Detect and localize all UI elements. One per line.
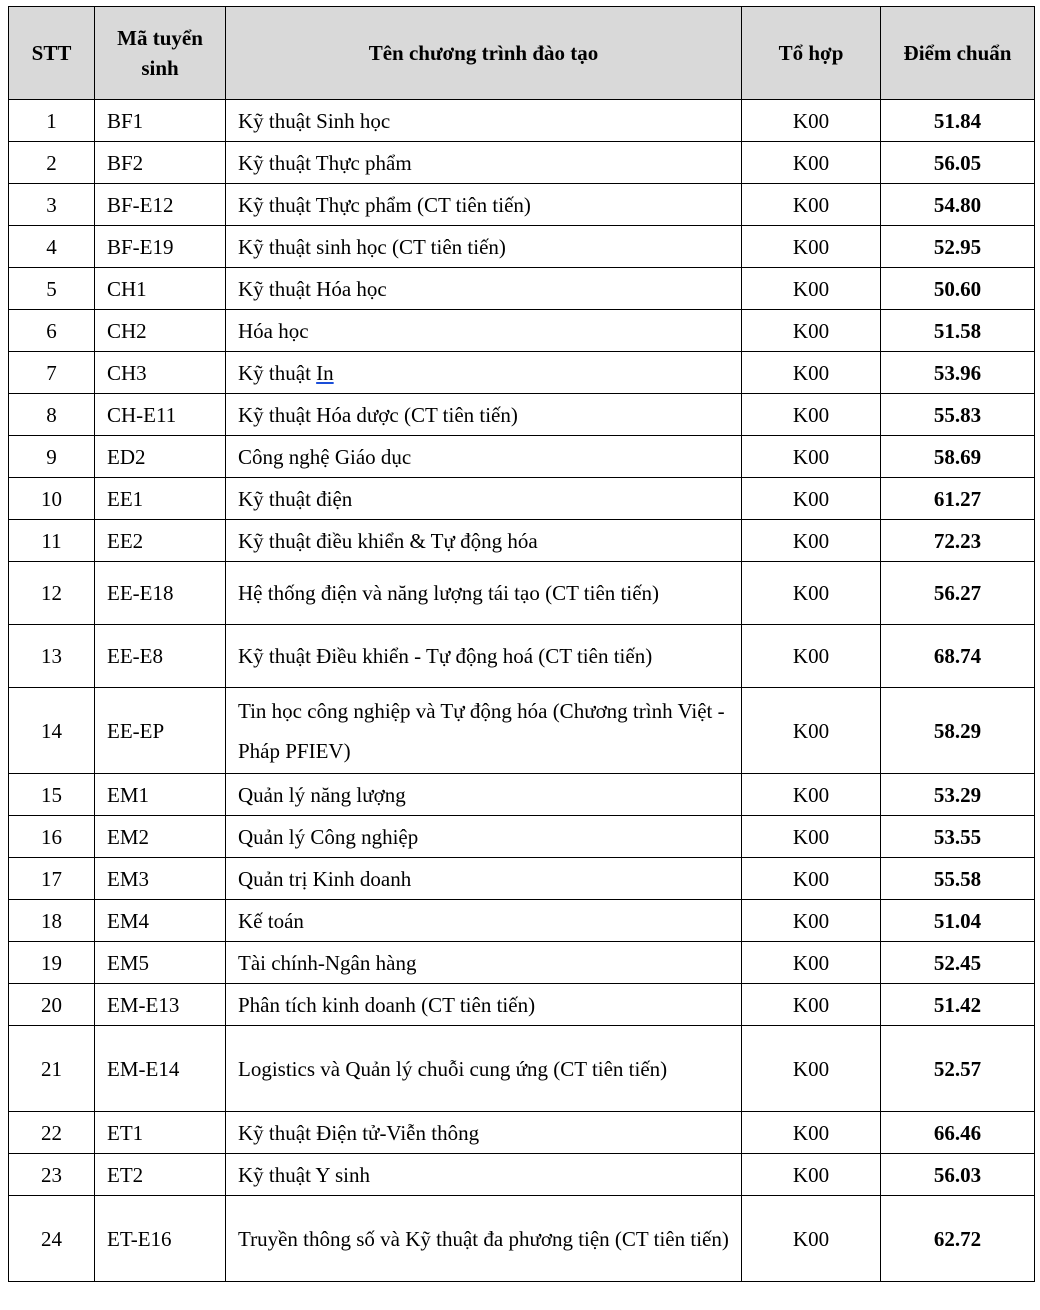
- cell-score: 52.45: [881, 942, 1035, 984]
- cell-stt: 19: [9, 942, 95, 984]
- cell-program: Kỹ thuật điện: [226, 478, 742, 520]
- cell-stt: 5: [9, 268, 95, 310]
- cell-program: Kỹ thuật Hóa dược (CT tiên tiến): [226, 394, 742, 436]
- cell-code: BF2: [95, 142, 226, 184]
- table-row: [9, 562, 1035, 625]
- cell-score: 52.95: [881, 226, 1035, 268]
- cell-stt: 16: [9, 816, 95, 858]
- cell-score: 51.04: [881, 900, 1035, 942]
- cell-program: Quản lý năng lượng: [226, 774, 742, 816]
- cell-code: CH-E11: [95, 394, 226, 436]
- cell-combo: K00: [742, 1154, 881, 1196]
- cell-program: Kỹ thuật điều khiển & Tự động hóa: [226, 520, 742, 562]
- cell-combo: K00: [742, 942, 881, 984]
- cell-code: ET-E16: [95, 1196, 226, 1282]
- cell-code: EE2: [95, 520, 226, 562]
- cell-program: Kỹ thuật Y sinh: [226, 1154, 742, 1196]
- cell-stt: 24: [9, 1196, 95, 1282]
- admission-scores-table: [8, 6, 1035, 1282]
- cell-program: Kỹ thuật Hóa học: [226, 268, 742, 310]
- cell-combo: K00: [742, 1112, 881, 1154]
- cell-program: Công nghệ Giáo dục: [226, 436, 742, 478]
- cell-combo: K00: [742, 625, 881, 688]
- cell-stt: 9: [9, 436, 95, 478]
- cell-score: 56.27: [881, 562, 1035, 625]
- cell-code: BF-E19: [95, 226, 226, 268]
- cell-code: EM-E13: [95, 984, 226, 1026]
- cell-code: EM3: [95, 858, 226, 900]
- cell-score: 53.55: [881, 816, 1035, 858]
- cell-combo: K00: [742, 142, 881, 184]
- cell-score: 53.29: [881, 774, 1035, 816]
- cell-combo: K00: [742, 478, 881, 520]
- cell-program: Hóa học: [226, 310, 742, 352]
- table-row: [9, 688, 1035, 774]
- cell-program: Kỹ thuật Sinh học: [226, 100, 742, 142]
- cell-combo: K00: [742, 100, 881, 142]
- cell-combo: K00: [742, 688, 881, 774]
- cell-stt: 7: [9, 352, 95, 394]
- table-row: [9, 100, 1035, 142]
- cell-stt: 17: [9, 858, 95, 900]
- table-row: [9, 774, 1035, 816]
- cell-code: EM5: [95, 942, 226, 984]
- cell-code: EE1: [95, 478, 226, 520]
- cell-score: 55.83: [881, 394, 1035, 436]
- cell-code: EM-E14: [95, 1026, 226, 1112]
- cell-program: Quản trị Kinh doanh: [226, 858, 742, 900]
- cell-code: ET2: [95, 1154, 226, 1196]
- cell-code: EE-E8: [95, 625, 226, 688]
- table-row: [9, 816, 1035, 858]
- table-row: [9, 520, 1035, 562]
- cell-score: 56.05: [881, 142, 1035, 184]
- cell-code: EE-EP: [95, 688, 226, 774]
- cell-combo: K00: [742, 310, 881, 352]
- cell-code: ED2: [95, 436, 226, 478]
- cell-score: 68.74: [881, 625, 1035, 688]
- cell-combo: K00: [742, 226, 881, 268]
- cell-score: 66.46: [881, 1112, 1035, 1154]
- table-row: [9, 268, 1035, 310]
- cell-combo: K00: [742, 268, 881, 310]
- cell-combo: K00: [742, 816, 881, 858]
- cell-combo: K00: [742, 858, 881, 900]
- cell-stt: 6: [9, 310, 95, 352]
- cell-program: Phân tích kinh doanh (CT tiên tiến): [226, 984, 742, 1026]
- program-prefix: Kỹ thuật: [238, 360, 317, 385]
- cell-stt: 15: [9, 774, 95, 816]
- cell-code: EE-E18: [95, 562, 226, 625]
- cell-stt: 14: [9, 688, 95, 774]
- table-row: [9, 942, 1035, 984]
- cell-score: 55.58: [881, 858, 1035, 900]
- table-row: [9, 436, 1035, 478]
- cell-combo: K00: [742, 394, 881, 436]
- cell-score: 56.03: [881, 1154, 1035, 1196]
- cell-stt: 1: [9, 100, 95, 142]
- cell-stt: 21: [9, 1026, 95, 1112]
- cell-program: Tin học công nghiệp và Tự động hóa (Chương trình Việt - Pháp PFIEV): [226, 688, 742, 774]
- cell-combo: K00: [742, 774, 881, 816]
- cell-score: 50.60: [881, 268, 1035, 310]
- cell-combo: K00: [742, 352, 881, 394]
- cell-score: 51.58: [881, 310, 1035, 352]
- cell-code: EM4: [95, 900, 226, 942]
- header-code: Mã tuyển sinh: [95, 7, 226, 100]
- cell-score: 62.72: [881, 1196, 1035, 1282]
- cell-stt: 2: [9, 142, 95, 184]
- cell-program: Logistics và Quản lý chuỗi cung ứng (CT tiên tiến): [226, 1026, 742, 1112]
- cell-score: 72.23: [881, 520, 1035, 562]
- cell-stt: 23: [9, 1154, 95, 1196]
- table-row: [9, 1026, 1035, 1112]
- cell-score: 58.69: [881, 436, 1035, 478]
- cell-program: Kỹ thuật Điện tử-Viễn thông: [226, 1112, 742, 1154]
- cell-combo: K00: [742, 184, 881, 226]
- cell-combo: K00: [742, 1196, 881, 1282]
- cell-score: 51.42: [881, 984, 1035, 1026]
- cell-program: Kế toán: [226, 900, 742, 942]
- cell-score: 58.29: [881, 688, 1035, 774]
- table-row: [9, 984, 1035, 1026]
- table-row: [9, 142, 1035, 184]
- cell-score: 54.80: [881, 184, 1035, 226]
- table-row: [9, 900, 1035, 942]
- cell-code: ET1: [95, 1112, 226, 1154]
- header-row: [9, 7, 1035, 100]
- cell-score: 53.96: [881, 352, 1035, 394]
- cell-code: CH3: [95, 352, 226, 394]
- header-score: Điểm chuẩn: [881, 7, 1035, 100]
- cell-stt: 8: [9, 394, 95, 436]
- table-row: [9, 226, 1035, 268]
- cell-code: BF1: [95, 100, 226, 142]
- cell-stt: 10: [9, 478, 95, 520]
- cell-program: Kỹ thuật sinh học (CT tiên tiến): [226, 226, 742, 268]
- cell-score: 52.57: [881, 1026, 1035, 1112]
- cell-combo: K00: [742, 1026, 881, 1112]
- header-stt: STT: [9, 7, 95, 100]
- cell-code: CH2: [95, 310, 226, 352]
- table-row: [9, 478, 1035, 520]
- table-row: [9, 394, 1035, 436]
- table-row: [9, 310, 1035, 352]
- table-row: [9, 858, 1035, 900]
- table-row: [9, 352, 1035, 394]
- cell-code: CH1: [95, 268, 226, 310]
- cell-combo: K00: [742, 436, 881, 478]
- program-in-link[interactable]: In: [316, 360, 334, 385]
- table-row: [9, 1154, 1035, 1196]
- cell-stt: 13: [9, 625, 95, 688]
- cell-code: EM1: [95, 774, 226, 816]
- cell-stt: 12: [9, 562, 95, 625]
- cell-program: [226, 352, 742, 394]
- cell-score: 51.84: [881, 100, 1035, 142]
- cell-combo: K00: [742, 520, 881, 562]
- cell-combo: K00: [742, 900, 881, 942]
- cell-stt: 18: [9, 900, 95, 942]
- cell-program: Kỹ thuật Thực phẩm (CT tiên tiến): [226, 184, 742, 226]
- cell-program: Kỹ thuật Thực phẩm: [226, 142, 742, 184]
- cell-code: BF-E12: [95, 184, 226, 226]
- cell-code: EM2: [95, 816, 226, 858]
- cell-stt: 11: [9, 520, 95, 562]
- table-row: [9, 1196, 1035, 1282]
- cell-stt: 22: [9, 1112, 95, 1154]
- cell-stt: 4: [9, 226, 95, 268]
- cell-program: Tài chính-Ngân hàng: [226, 942, 742, 984]
- cell-program: Kỹ thuật Điều khiển - Tự động hoá (CT tiên tiến): [226, 625, 742, 688]
- cell-combo: K00: [742, 562, 881, 625]
- cell-combo: K00: [742, 984, 881, 1026]
- cell-stt: 3: [9, 184, 95, 226]
- cell-program: Quản lý Công nghiệp: [226, 816, 742, 858]
- table-row: [9, 1112, 1035, 1154]
- cell-stt: 20: [9, 984, 95, 1026]
- table-row: [9, 625, 1035, 688]
- table-row: [9, 184, 1035, 226]
- cell-program: Hệ thống điện và năng lượng tái tạo (CT tiên tiến): [226, 562, 742, 625]
- cell-score: 61.27: [881, 478, 1035, 520]
- header-combo: Tổ hợp: [742, 7, 881, 100]
- header-program: Tên chương trình đào tạo: [226, 7, 742, 100]
- cell-program: Truyền thông số và Kỹ thuật đa phương tiện (CT tiên tiến): [226, 1196, 742, 1282]
